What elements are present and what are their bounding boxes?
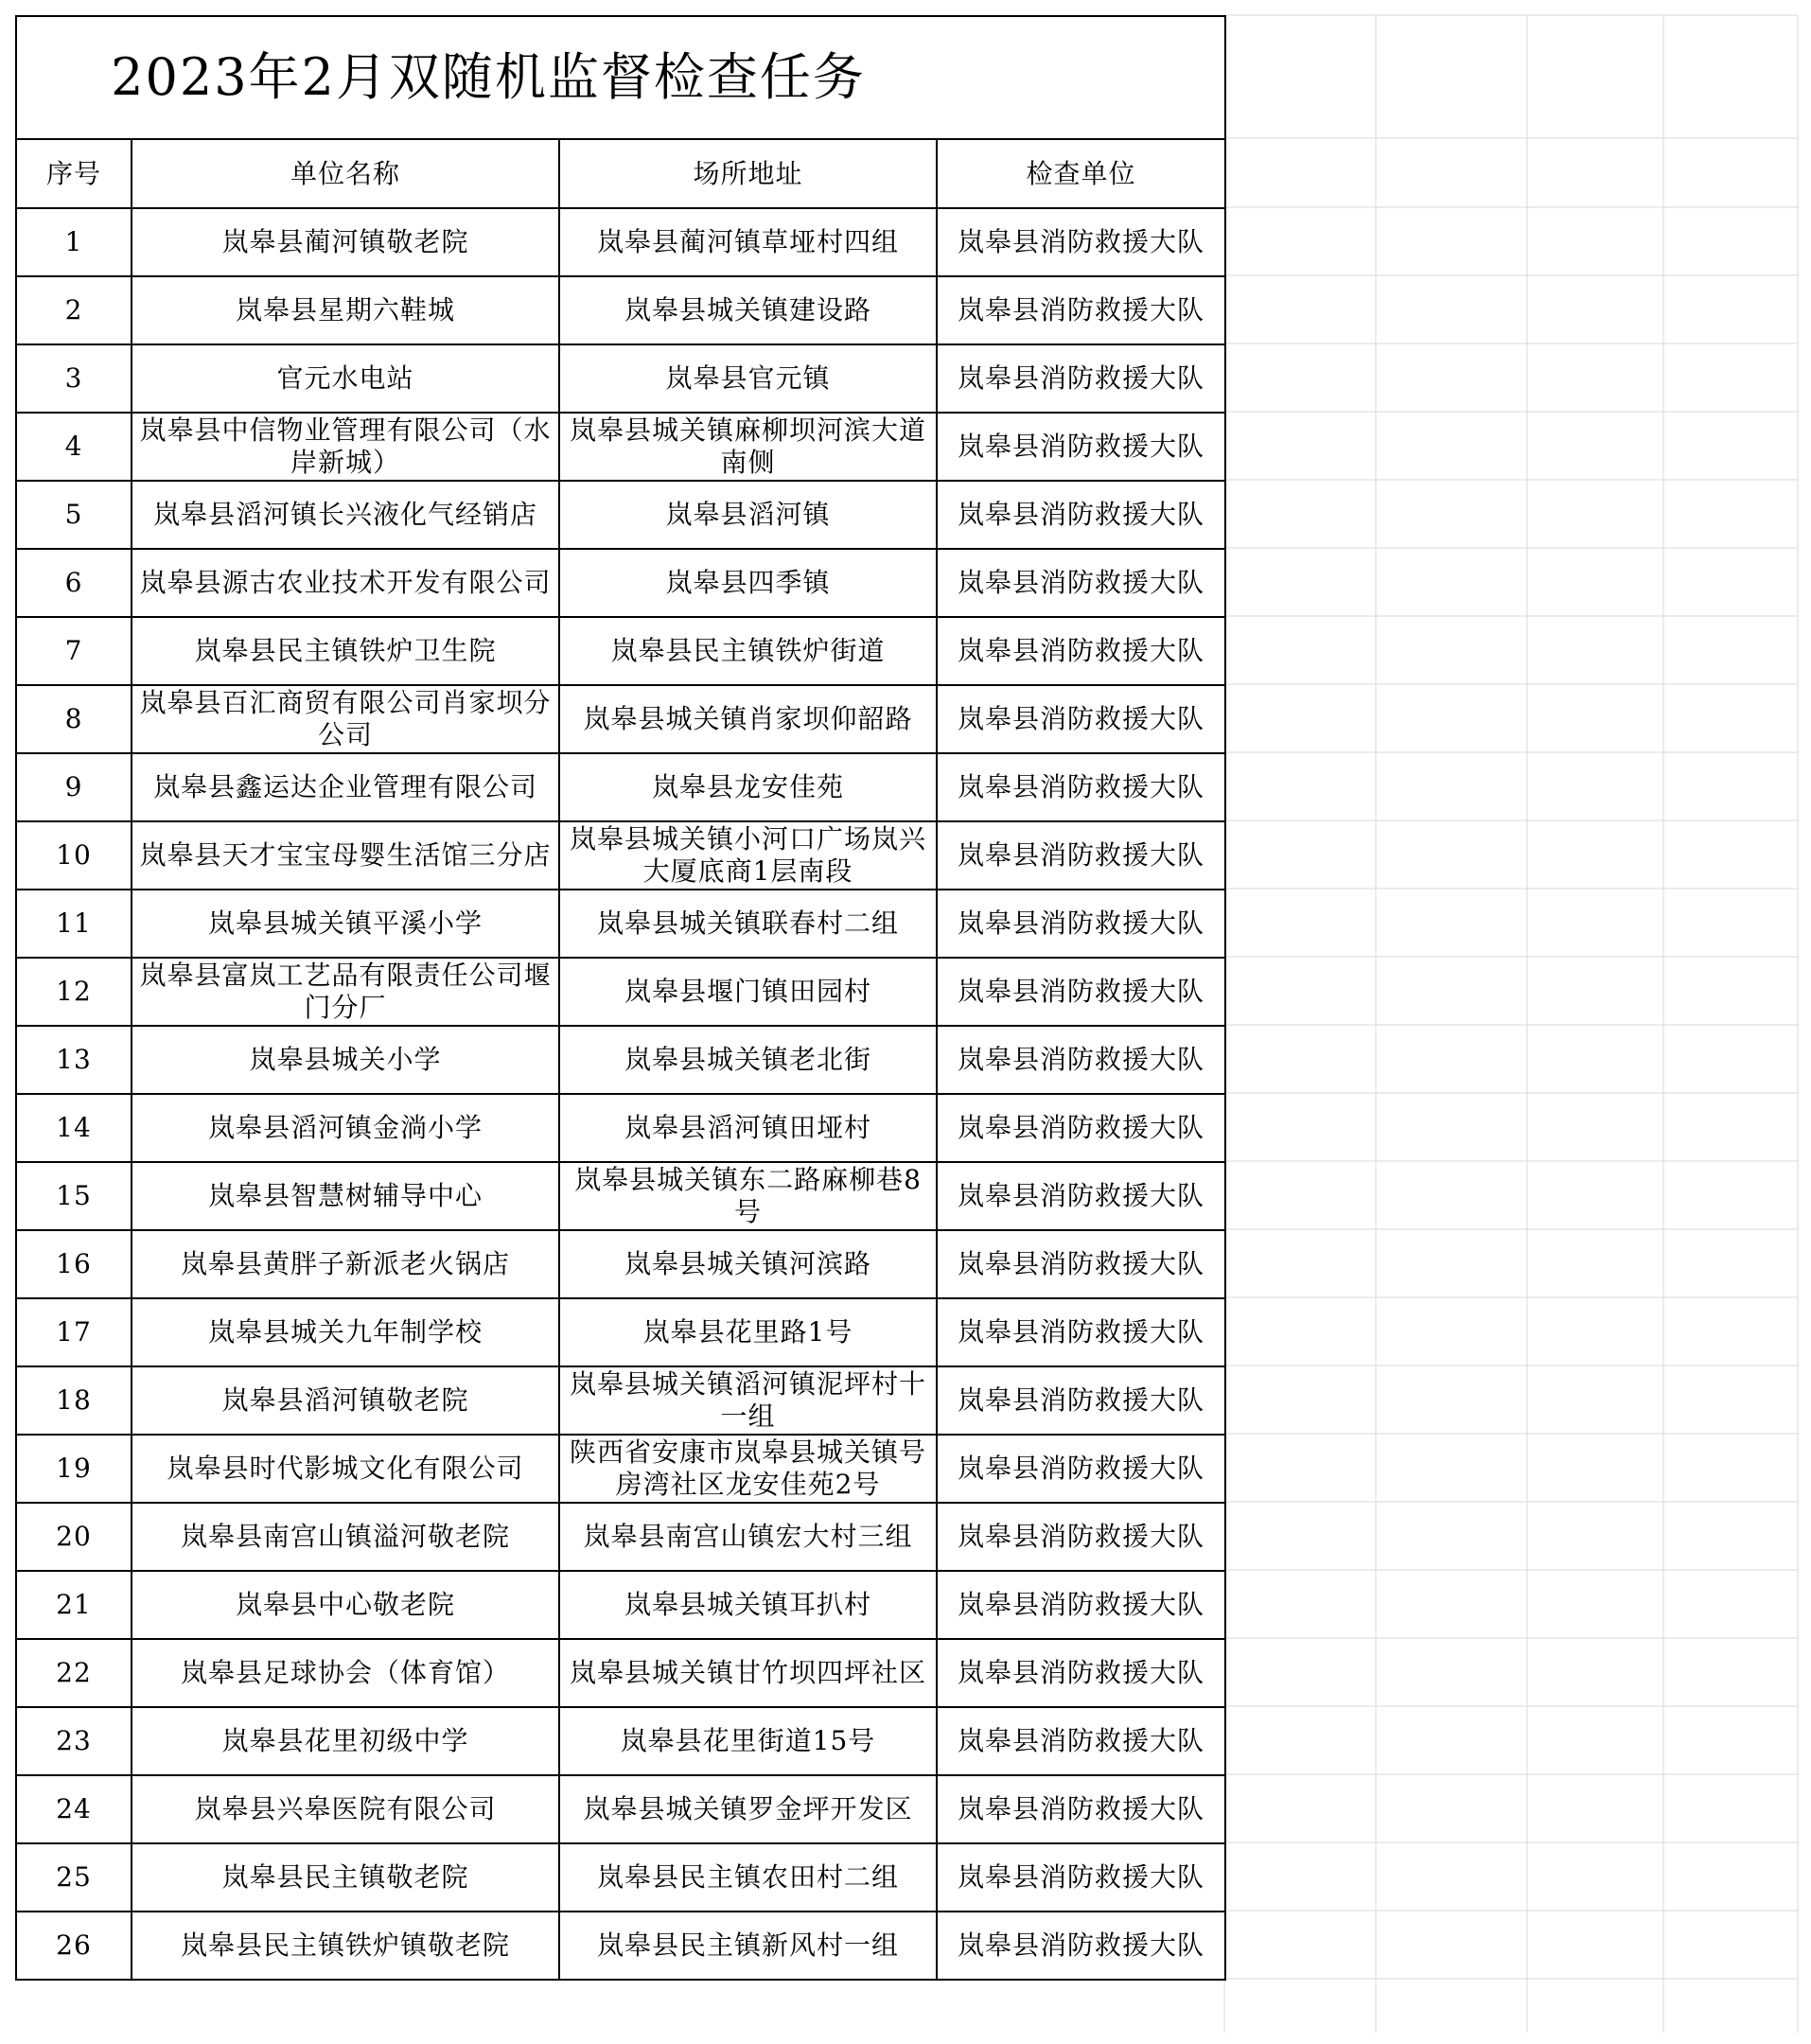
cell-address[interactable]: 岚皋县城关镇耳扒村 (559, 1571, 937, 1639)
table-row (16, 1912, 1225, 1980)
cell-name[interactable]: 岚皋县城关九年制学校 (132, 1298, 559, 1366)
table-row (16, 1639, 1225, 1707)
cell-name[interactable]: 岚皋县滔河镇长兴液化气经销店 (132, 481, 559, 549)
table-row (16, 549, 1225, 617)
cell-name[interactable]: 岚皋县富岚工艺品有限责任公司堰门分厂 (132, 958, 559, 1026)
cell-index[interactable]: 24 (16, 1775, 132, 1843)
cell-address[interactable]: 岚皋县官元镇 (559, 344, 937, 413)
cell-name[interactable]: 岚皋县民主镇铁炉卫生院 (132, 617, 559, 685)
page-title: 2023年2月双随机监督检查任务 (111, 47, 866, 107)
cell-address[interactable]: 岚皋县四季镇 (559, 549, 937, 617)
cell-index[interactable]: 9 (16, 753, 132, 821)
table-row (16, 1026, 1225, 1094)
cell-name[interactable]: 岚皋县鑫运达企业管理有限公司 (132, 753, 559, 821)
cell-address[interactable]: 岚皋县城关镇河滨路 (559, 1230, 937, 1298)
cell-index[interactable]: 1 (16, 208, 132, 276)
cell-name[interactable]: 岚皋县星期六鞋城 (132, 276, 559, 344)
cell-inspector[interactable]: 岚皋县消防救援大队 (937, 821, 1225, 890)
table-row (16, 1775, 1225, 1843)
cell-name[interactable]: 岚皋县百汇商贸有限公司肖家坝分公司 (132, 685, 559, 753)
cell-address[interactable]: 岚皋县龙安佳苑 (559, 753, 937, 821)
table-row (16, 1230, 1225, 1298)
cell-address[interactable]: 岚皋县城关镇罗金坪开发区 (559, 1775, 937, 1843)
table-row (16, 1843, 1225, 1912)
cell-address[interactable]: 岚皋县城关镇小河口广场岚兴大厦底商1层南段 (559, 821, 937, 890)
cell-address[interactable]: 岚皋县民主镇农田村二组 (559, 1843, 937, 1912)
cell-inspector[interactable]: 岚皋县消防救援大队 (937, 1026, 1225, 1094)
cell-address[interactable]: 岚皋县民主镇新风村一组 (559, 1912, 937, 1980)
cell-inspector[interactable]: 岚皋县消防救援大队 (937, 344, 1225, 413)
cell-index[interactable]: 12 (16, 958, 132, 1026)
cell-inspector[interactable]: 岚皋县消防救援大队 (937, 1639, 1225, 1707)
cell-address[interactable]: 岚皋县蔺河镇草垭村四组 (559, 208, 937, 276)
cell-index[interactable]: 15 (16, 1162, 132, 1230)
table-row (16, 617, 1225, 685)
cell-inspector[interactable]: 岚皋县消防救援大队 (937, 1707, 1225, 1775)
cell-index[interactable]: 19 (16, 1435, 132, 1503)
column-header-inspector[interactable]: 检查单位 (937, 139, 1225, 208)
page-title-cell[interactable] (16, 16, 1225, 139)
cell-inspector[interactable]: 岚皋县消防救援大队 (937, 685, 1225, 753)
table-row (16, 821, 1225, 890)
cell-inspector[interactable]: 岚皋县消防救援大队 (937, 1435, 1225, 1503)
cell-inspector[interactable]: 岚皋县消防救援大队 (937, 549, 1225, 617)
cell-inspector[interactable]: 岚皋县消防救援大队 (937, 958, 1225, 1026)
spreadsheet (15, 15, 1224, 1981)
cell-index[interactable]: 17 (16, 1298, 132, 1366)
cell-address[interactable]: 岚皋县花里街道15号 (559, 1707, 937, 1775)
cell-name[interactable]: 岚皋县足球协会（体育馆） (132, 1639, 559, 1707)
task-table (15, 15, 1226, 1981)
table-row (16, 1503, 1225, 1571)
cell-index[interactable]: 16 (16, 1230, 132, 1298)
cell-index[interactable]: 26 (16, 1912, 132, 1980)
cell-index[interactable]: 7 (16, 617, 132, 685)
cell-index[interactable]: 8 (16, 685, 132, 753)
cell-address[interactable]: 岚皋县堰门镇田园村 (559, 958, 937, 1026)
cell-name[interactable]: 岚皋县民主镇敬老院 (132, 1843, 559, 1912)
cell-address[interactable]: 岚皋县城关镇老北街 (559, 1026, 937, 1094)
cell-name[interactable]: 岚皋县滔河镇金淌小学 (132, 1094, 559, 1162)
cell-address[interactable]: 岚皋县滔河镇田垭村 (559, 1094, 937, 1162)
cell-address[interactable]: 岚皋县城关镇滔河镇泥坪村十一组 (559, 1366, 937, 1435)
table-row (16, 1571, 1225, 1639)
column-header-address[interactable]: 场所地址 (559, 139, 937, 208)
cell-name[interactable]: 岚皋县民主镇铁炉镇敬老院 (132, 1912, 559, 1980)
cell-index[interactable]: 11 (16, 890, 132, 958)
table-row (16, 753, 1225, 821)
cell-index[interactable]: 3 (16, 344, 132, 413)
table-row (16, 344, 1225, 413)
cell-inspector[interactable]: 岚皋县消防救援大队 (937, 617, 1225, 685)
cell-name[interactable]: 岚皋县兴皋医院有限公司 (132, 1775, 559, 1843)
cell-inspector[interactable]: 岚皋县消防救援大队 (937, 890, 1225, 958)
title-row (16, 16, 1225, 139)
cell-name[interactable]: 岚皋县南宫山镇溢河敬老院 (132, 1503, 559, 1571)
cell-name[interactable]: 官元水电站 (132, 344, 559, 413)
cell-index[interactable]: 25 (16, 1843, 132, 1912)
cell-inspector[interactable]: 岚皋县消防救援大队 (937, 1843, 1225, 1912)
cell-inspector[interactable]: 岚皋县消防救援大队 (937, 1571, 1225, 1639)
cell-name[interactable]: 岚皋县城关小学 (132, 1026, 559, 1094)
cell-index[interactable]: 18 (16, 1366, 132, 1435)
cell-address[interactable]: 岚皋县城关镇肖家坝仰韶路 (559, 685, 937, 753)
cell-name[interactable]: 岚皋县花里初级中学 (132, 1707, 559, 1775)
table-row (16, 890, 1225, 958)
cell-address[interactable]: 岚皋县城关镇东二路麻柳巷8号 (559, 1162, 937, 1230)
table-row (16, 413, 1225, 481)
cell-name[interactable]: 岚皋县中信物业管理有限公司（水岸新城） (132, 413, 559, 481)
cell-address[interactable]: 岚皋县滔河镇 (559, 481, 937, 549)
cell-index[interactable]: 20 (16, 1503, 132, 1571)
cell-address[interactable]: 岚皋县城关镇甘竹坝四坪社区 (559, 1639, 937, 1707)
cell-inspector[interactable]: 岚皋县消防救援大队 (937, 1094, 1225, 1162)
cell-index[interactable]: 23 (16, 1707, 132, 1775)
cell-inspector[interactable]: 岚皋县消防救援大队 (937, 1503, 1225, 1571)
cell-inspector[interactable]: 岚皋县消防救援大队 (937, 753, 1225, 821)
cell-index[interactable]: 13 (16, 1026, 132, 1094)
cell-address[interactable]: 岚皋县城关镇建设路 (559, 276, 937, 344)
cell-inspector[interactable]: 岚皋县消防救援大队 (937, 1298, 1225, 1366)
cell-address[interactable]: 岚皋县城关镇麻柳坝河滨大道南侧 (559, 413, 937, 481)
table-row (16, 958, 1225, 1026)
column-header-name[interactable]: 单位名称 (132, 139, 559, 208)
cell-address[interactable]: 岚皋县花里路1号 (559, 1298, 937, 1366)
cell-inspector[interactable]: 岚皋县消防救援大队 (937, 276, 1225, 344)
cell-inspector[interactable]: 岚皋县消防救援大队 (937, 1230, 1225, 1298)
table-row (16, 685, 1225, 753)
table-row (16, 208, 1225, 276)
cell-inspector[interactable]: 岚皋县消防救援大队 (937, 1775, 1225, 1843)
cell-name[interactable]: 岚皋县中心敬老院 (132, 1571, 559, 1639)
cell-name[interactable]: 岚皋县滔河镇敬老院 (132, 1366, 559, 1435)
cell-inspector[interactable]: 岚皋县消防救援大队 (937, 413, 1225, 481)
table-row (16, 1094, 1225, 1162)
cell-index[interactable]: 5 (16, 481, 132, 549)
cell-address[interactable]: 岚皋县民主镇铁炉街道 (559, 617, 937, 685)
header-row (16, 139, 1225, 208)
cell-inspector[interactable]: 岚皋县消防救援大队 (937, 1162, 1225, 1230)
cell-inspector[interactable]: 岚皋县消防救援大队 (937, 481, 1225, 549)
table-row (16, 1366, 1225, 1435)
cell-index[interactable]: 10 (16, 821, 132, 890)
table-row (16, 1162, 1225, 1230)
cell-name[interactable]: 岚皋县城关镇平溪小学 (132, 890, 559, 958)
cell-inspector[interactable]: 岚皋县消防救援大队 (937, 1912, 1225, 1980)
table-row (16, 1707, 1225, 1775)
cell-index[interactable]: 14 (16, 1094, 132, 1162)
cell-address[interactable]: 岚皋县城关镇联春村二组 (559, 890, 937, 958)
table-row (16, 1298, 1225, 1366)
cell-name[interactable]: 岚皋县黄胖子新派老火锅店 (132, 1230, 559, 1298)
cell-name[interactable]: 岚皋县天才宝宝母婴生活馆三分店 (132, 821, 559, 890)
table-row (16, 276, 1225, 344)
cell-address[interactable]: 陕西省安康市岚皋县城关镇号房湾社区龙安佳苑2号 (559, 1435, 937, 1503)
cell-name[interactable]: 岚皋县时代影城文化有限公司 (132, 1435, 559, 1503)
cell-index[interactable]: 21 (16, 1571, 132, 1639)
cell-index[interactable]: 6 (16, 549, 132, 617)
cell-address[interactable]: 岚皋县南宫山镇宏大村三组 (559, 1503, 937, 1571)
cell-inspector[interactable]: 岚皋县消防救援大队 (937, 208, 1225, 276)
column-header-index[interactable]: 序号 (16, 139, 132, 208)
cell-index[interactable]: 22 (16, 1639, 132, 1707)
cell-inspector[interactable]: 岚皋县消防救援大队 (937, 1366, 1225, 1435)
cell-name[interactable]: 岚皋县蔺河镇敬老院 (132, 208, 559, 276)
cell-name[interactable]: 岚皋县智慧树辅导中心 (132, 1162, 559, 1230)
table-row (16, 481, 1225, 549)
cell-index[interactable]: 4 (16, 413, 132, 481)
table-row (16, 1435, 1225, 1503)
cell-name[interactable]: 岚皋县源古农业技术开发有限公司 (132, 549, 559, 617)
cell-index[interactable]: 2 (16, 276, 132, 344)
